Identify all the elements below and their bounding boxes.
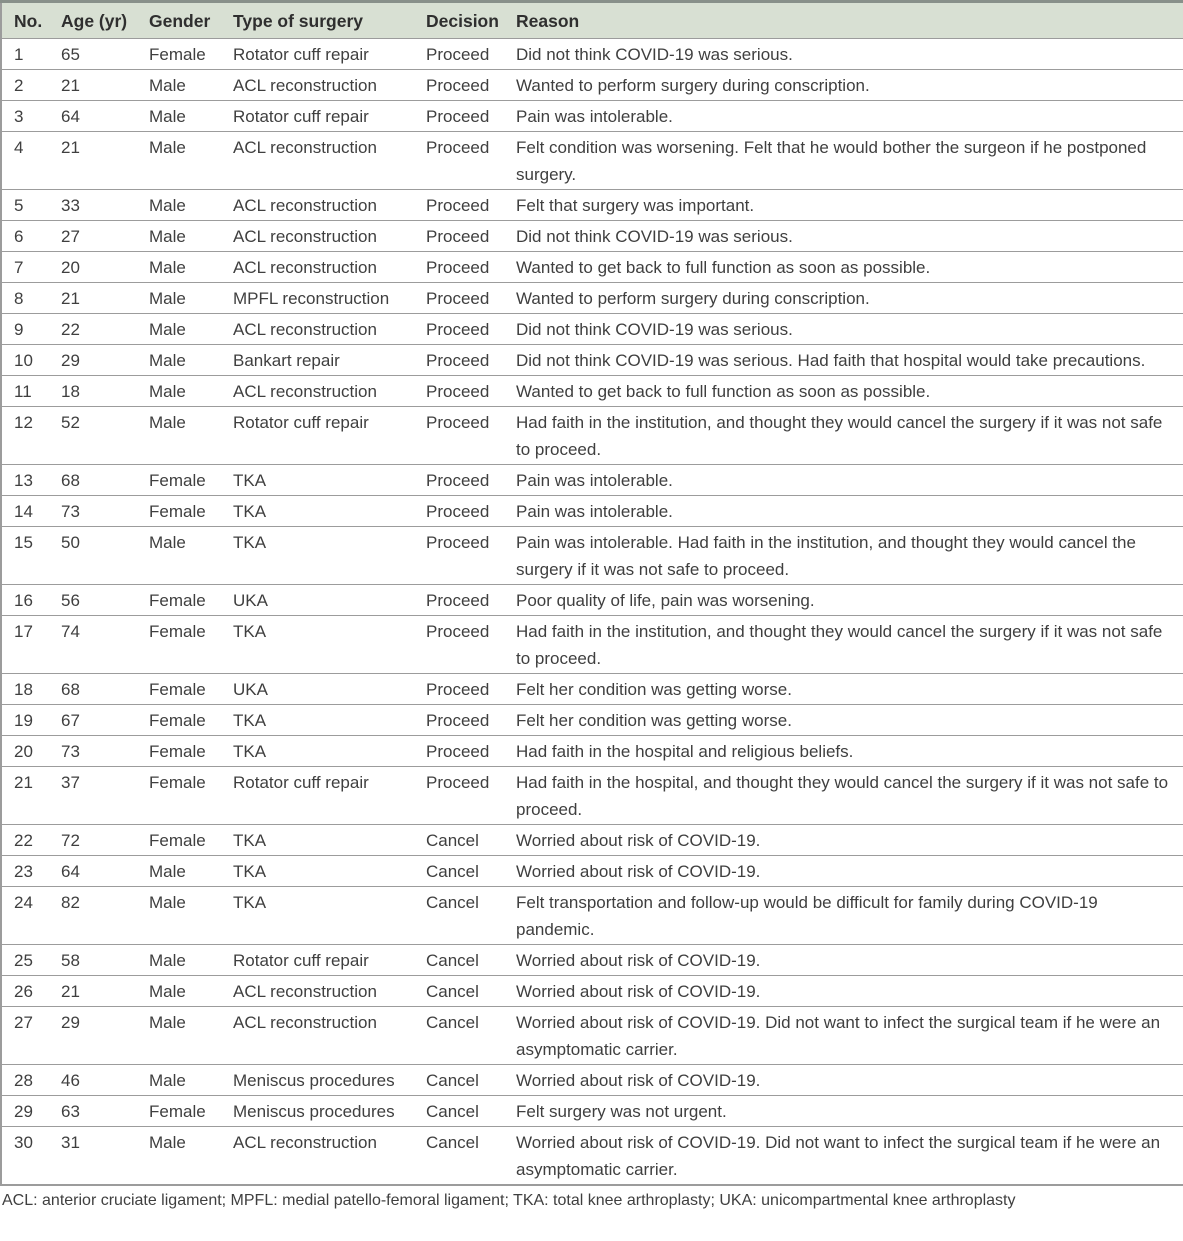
table-cell: Cancel — [426, 856, 516, 887]
table-cell: 73 — [61, 496, 149, 527]
table-row — [1, 345, 1183, 376]
table-cell: Female — [149, 825, 233, 856]
table-row — [1, 252, 1183, 283]
table-cell: Rotator cuff repair — [233, 407, 426, 465]
table-row — [1, 1007, 1183, 1065]
table-cell: 26 — [1, 976, 61, 1007]
table-cell: Cancel — [426, 825, 516, 856]
table-row — [1, 527, 1183, 585]
table-row — [1, 1065, 1183, 1096]
table-cell: Female — [149, 39, 233, 70]
table-cell: Pain was intolerable. — [516, 465, 1183, 496]
table-cell: 22 — [1, 825, 61, 856]
table-cell: Wanted to perform surgery during conscription. — [516, 70, 1183, 101]
table-cell: 68 — [61, 674, 149, 705]
table-cell: Male — [149, 252, 233, 283]
table-cell: Rotator cuff repair — [233, 101, 426, 132]
table-cell: Worried about risk of COVID-19. — [516, 945, 1183, 976]
table-cell: Male — [149, 976, 233, 1007]
table-cell: Worried about risk of COVID-19. — [516, 1065, 1183, 1096]
table-cell: Male — [149, 1007, 233, 1065]
table-cell: Proceed — [426, 70, 516, 101]
table-cell: TKA — [233, 527, 426, 585]
table-cell: 13 — [1, 465, 61, 496]
table-cell: Female — [149, 496, 233, 527]
table-cell: ACL reconstruction — [233, 314, 426, 345]
table-cell: 82 — [61, 887, 149, 945]
table-row — [1, 1127, 1183, 1186]
table-row — [1, 465, 1183, 496]
table-row — [1, 132, 1183, 190]
table-cell: 7 — [1, 252, 61, 283]
table-cell: 18 — [1, 674, 61, 705]
table-row — [1, 674, 1183, 705]
table-cell: Felt condition was worsening. Felt that he would bother the surgeon if he postponed surgery. — [516, 132, 1183, 190]
table-cell: Rotator cuff repair — [233, 945, 426, 976]
table-cell: Male — [149, 345, 233, 376]
table-cell: 52 — [61, 407, 149, 465]
table-cell: 16 — [1, 585, 61, 616]
table-cell: 64 — [61, 101, 149, 132]
table-cell: Male — [149, 1127, 233, 1186]
abbreviations-footnote: ACL: anterior cruciate ligament; MPFL: medial patello-femoral ligament; TKA: total knee arthroplasty; UKA: unicompartmental knee arthroplasty — [2, 1192, 1016, 1209]
table-row — [1, 616, 1183, 674]
table-cell: Had faith in the hospital, and thought they would cancel the surgery if it was not safe to proceed. — [516, 767, 1183, 825]
table-cell: Female — [149, 1096, 233, 1127]
table-cell: Proceed — [426, 283, 516, 314]
table-cell: Did not think COVID-19 was serious. — [516, 221, 1183, 252]
table-cell: 27 — [1, 1007, 61, 1065]
table-row — [1, 407, 1183, 465]
table-cell: ACL reconstruction — [233, 1127, 426, 1186]
table-cell: 25 — [1, 945, 61, 976]
column-header-decision: Decision — [426, 2, 516, 39]
table-cell: Proceed — [426, 252, 516, 283]
table-cell: Male — [149, 314, 233, 345]
table-cell: Did not think COVID-19 was serious. — [516, 39, 1183, 70]
table-cell: Proceed — [426, 496, 516, 527]
table-cell: Male — [149, 527, 233, 585]
table-cell: Female — [149, 705, 233, 736]
table-cell: MPFL reconstruction — [233, 283, 426, 314]
table-cell: Cancel — [426, 976, 516, 1007]
table-cell: Had faith in the hospital and religious beliefs. — [516, 736, 1183, 767]
table-cell: 6 — [1, 221, 61, 252]
table-cell: 18 — [61, 376, 149, 407]
table-cell: Had faith in the institution, and thought they would cancel the surgery if it was not safe to proceed. — [516, 407, 1183, 465]
table-cell: 73 — [61, 736, 149, 767]
table-row — [1, 70, 1183, 101]
column-header-no: No. — [1, 2, 61, 39]
table-cell: Proceed — [426, 674, 516, 705]
table-cell: Male — [149, 190, 233, 221]
table-cell: Male — [149, 221, 233, 252]
table-cell: 74 — [61, 616, 149, 674]
table-cell: Pain was intolerable. Had faith in the institution, and thought they would cancel the surgery if it was not safe to proceed. — [516, 527, 1183, 585]
table-cell: 20 — [61, 252, 149, 283]
table-cell: 17 — [1, 616, 61, 674]
table-cell: Male — [149, 945, 233, 976]
table-cell: Male — [149, 1065, 233, 1096]
table-row — [1, 945, 1183, 976]
table-cell: 37 — [61, 767, 149, 825]
table-cell: 56 — [61, 585, 149, 616]
table-cell: Male — [149, 70, 233, 101]
column-header-gender: Gender — [149, 2, 233, 39]
table-cell: TKA — [233, 825, 426, 856]
table-cell: 11 — [1, 376, 61, 407]
table-row — [1, 705, 1183, 736]
table-cell: Female — [149, 616, 233, 674]
table-cell: Proceed — [426, 221, 516, 252]
table-row — [1, 856, 1183, 887]
table-cell: Female — [149, 585, 233, 616]
table-cell: ACL reconstruction — [233, 221, 426, 252]
table-cell: 21 — [61, 132, 149, 190]
table-cell: Meniscus procedures — [233, 1065, 426, 1096]
table-row — [1, 767, 1183, 825]
table-cell: 15 — [1, 527, 61, 585]
table-cell: TKA — [233, 496, 426, 527]
table-cell: Worried about risk of COVID-19. — [516, 856, 1183, 887]
column-header-reason: Reason — [516, 2, 1183, 39]
table-cell: 29 — [61, 345, 149, 376]
table-cell: Wanted to perform surgery during conscription. — [516, 283, 1183, 314]
table-cell: ACL reconstruction — [233, 252, 426, 283]
table-cell: 29 — [61, 1007, 149, 1065]
table-cell: 50 — [61, 527, 149, 585]
table-cell: 63 — [61, 1096, 149, 1127]
table-cell: Cancel — [426, 1065, 516, 1096]
table-cell: TKA — [233, 616, 426, 674]
column-header-type-of-surgery: Type of surgery — [233, 2, 426, 39]
table-row — [1, 1096, 1183, 1127]
table-cell: TKA — [233, 887, 426, 945]
table-cell: TKA — [233, 736, 426, 767]
table-cell: ACL reconstruction — [233, 70, 426, 101]
table-cell: Male — [149, 101, 233, 132]
table-cell: 3 — [1, 101, 61, 132]
table-cell: UKA — [233, 585, 426, 616]
table-row — [1, 283, 1183, 314]
table-cell: 19 — [1, 705, 61, 736]
table-cell: 58 — [61, 945, 149, 976]
table-cell: TKA — [233, 465, 426, 496]
table-cell: TKA — [233, 705, 426, 736]
table-cell: Poor quality of life, pain was worsening. — [516, 585, 1183, 616]
table-cell: Proceed — [426, 101, 516, 132]
table-cell: Proceed — [426, 376, 516, 407]
table-cell: 21 — [61, 976, 149, 1007]
table-cell: Wanted to get back to full function as soon as possible. — [516, 252, 1183, 283]
table-cell: 2 — [1, 70, 61, 101]
table-cell: Worried about risk of COVID-19. — [516, 976, 1183, 1007]
table-cell: Felt transportation and follow-up would be difficult for family during COVID-19 pandemic. — [516, 887, 1183, 945]
table-cell: Cancel — [426, 1127, 516, 1186]
table-row — [1, 190, 1183, 221]
table-cell: Male — [149, 407, 233, 465]
table-row — [1, 976, 1183, 1007]
table-cell: ACL reconstruction — [233, 1007, 426, 1065]
table-cell: 68 — [61, 465, 149, 496]
table-cell: 20 — [1, 736, 61, 767]
table-cell: 27 — [61, 221, 149, 252]
column-header-age-yr: Age (yr) — [61, 2, 149, 39]
table-row — [1, 736, 1183, 767]
table-cell: 12 — [1, 407, 61, 465]
table-cell: Felt her condition was getting worse. — [516, 674, 1183, 705]
table-cell: UKA — [233, 674, 426, 705]
table-cell: Worried about risk of COVID-19. — [516, 825, 1183, 856]
table-row — [1, 39, 1183, 70]
table-cell: 65 — [61, 39, 149, 70]
table-cell: Female — [149, 767, 233, 825]
table-row — [1, 825, 1183, 856]
table-row — [1, 221, 1183, 252]
table-cell: 4 — [1, 132, 61, 190]
table-cell: Proceed — [426, 190, 516, 221]
table-cell: Proceed — [426, 407, 516, 465]
table-cell: 24 — [1, 887, 61, 945]
table-cell: 31 — [61, 1127, 149, 1186]
table-cell: Meniscus procedures — [233, 1096, 426, 1127]
table-cell: TKA — [233, 856, 426, 887]
table-row — [1, 314, 1183, 345]
table-cell: Female — [149, 674, 233, 705]
table-cell: Bankart repair — [233, 345, 426, 376]
table-cell: Male — [149, 856, 233, 887]
table-cell: 8 — [1, 283, 61, 314]
table-cell: 33 — [61, 190, 149, 221]
table-cell: Proceed — [426, 585, 516, 616]
table-cell: 5 — [1, 190, 61, 221]
table-header-row — [1, 2, 1183, 39]
table-cell: 28 — [1, 1065, 61, 1096]
table-cell: Wanted to get back to full function as soon as possible. — [516, 376, 1183, 407]
table-row — [1, 585, 1183, 616]
table-cell: 64 — [61, 856, 149, 887]
table-row — [1, 376, 1183, 407]
table-cell: Cancel — [426, 887, 516, 945]
table-cell: 21 — [61, 70, 149, 101]
table-cell: Rotator cuff repair — [233, 39, 426, 70]
table-cell: Proceed — [426, 465, 516, 496]
table-cell: Male — [149, 132, 233, 190]
table-cell: Worried about risk of COVID-19. Did not want to infect the surgical team if he were an asymptomatic carrier. — [516, 1007, 1183, 1065]
table-row — [1, 887, 1183, 945]
table-cell: Proceed — [426, 527, 516, 585]
table-cell: Female — [149, 736, 233, 767]
table-cell: 46 — [61, 1065, 149, 1096]
table-cell: Proceed — [426, 132, 516, 190]
table-cell: Worried about risk of COVID-19. Did not want to infect the surgical team if he were an asymptomatic carrier. — [516, 1127, 1183, 1186]
table-cell: Male — [149, 887, 233, 945]
table-cell: Pain was intolerable. — [516, 496, 1183, 527]
table-cell: 30 — [1, 1127, 61, 1186]
table-cell: 29 — [1, 1096, 61, 1127]
table-cell: 22 — [61, 314, 149, 345]
table-cell: ACL reconstruction — [233, 190, 426, 221]
table-cell: Cancel — [426, 1096, 516, 1127]
table-cell: Cancel — [426, 945, 516, 976]
table-cell: Did not think COVID-19 was serious. — [516, 314, 1183, 345]
table-cell: Proceed — [426, 314, 516, 345]
table-cell: Female — [149, 465, 233, 496]
table-cell: Did not think COVID-19 was serious. Had faith that hospital would take precautions. — [516, 345, 1183, 376]
table-cell: 23 — [1, 856, 61, 887]
table-cell: Male — [149, 283, 233, 314]
table-row — [1, 101, 1183, 132]
table-cell: Felt her condition was getting worse. — [516, 705, 1183, 736]
table-cell: ACL reconstruction — [233, 376, 426, 407]
table-cell: 67 — [61, 705, 149, 736]
table-cell: 72 — [61, 825, 149, 856]
table-cell: 10 — [1, 345, 61, 376]
table-cell: Felt that surgery was important. — [516, 190, 1183, 221]
table-cell: Proceed — [426, 345, 516, 376]
table-row — [1, 496, 1183, 527]
table-cell: Felt surgery was not urgent. — [516, 1096, 1183, 1127]
table-cell: 1 — [1, 39, 61, 70]
table-cell: Proceed — [426, 39, 516, 70]
table-cell: Pain was intolerable. — [516, 101, 1183, 132]
table-cell: Had faith in the institution, and thought they would cancel the surgery if it was not safe to proceed. — [516, 616, 1183, 674]
table-cell: Male — [149, 376, 233, 407]
table-cell: Proceed — [426, 705, 516, 736]
table-cell: Proceed — [426, 736, 516, 767]
table-cell: 21 — [1, 767, 61, 825]
table-cell: ACL reconstruction — [233, 132, 426, 190]
table-cell: Rotator cuff repair — [233, 767, 426, 825]
table-cell: 9 — [1, 314, 61, 345]
table-cell: ACL reconstruction — [233, 976, 426, 1007]
table-cell: Proceed — [426, 616, 516, 674]
table-cell: 21 — [61, 283, 149, 314]
table-cell: Cancel — [426, 1007, 516, 1065]
table-cell: 14 — [1, 496, 61, 527]
table-cell: Proceed — [426, 767, 516, 825]
